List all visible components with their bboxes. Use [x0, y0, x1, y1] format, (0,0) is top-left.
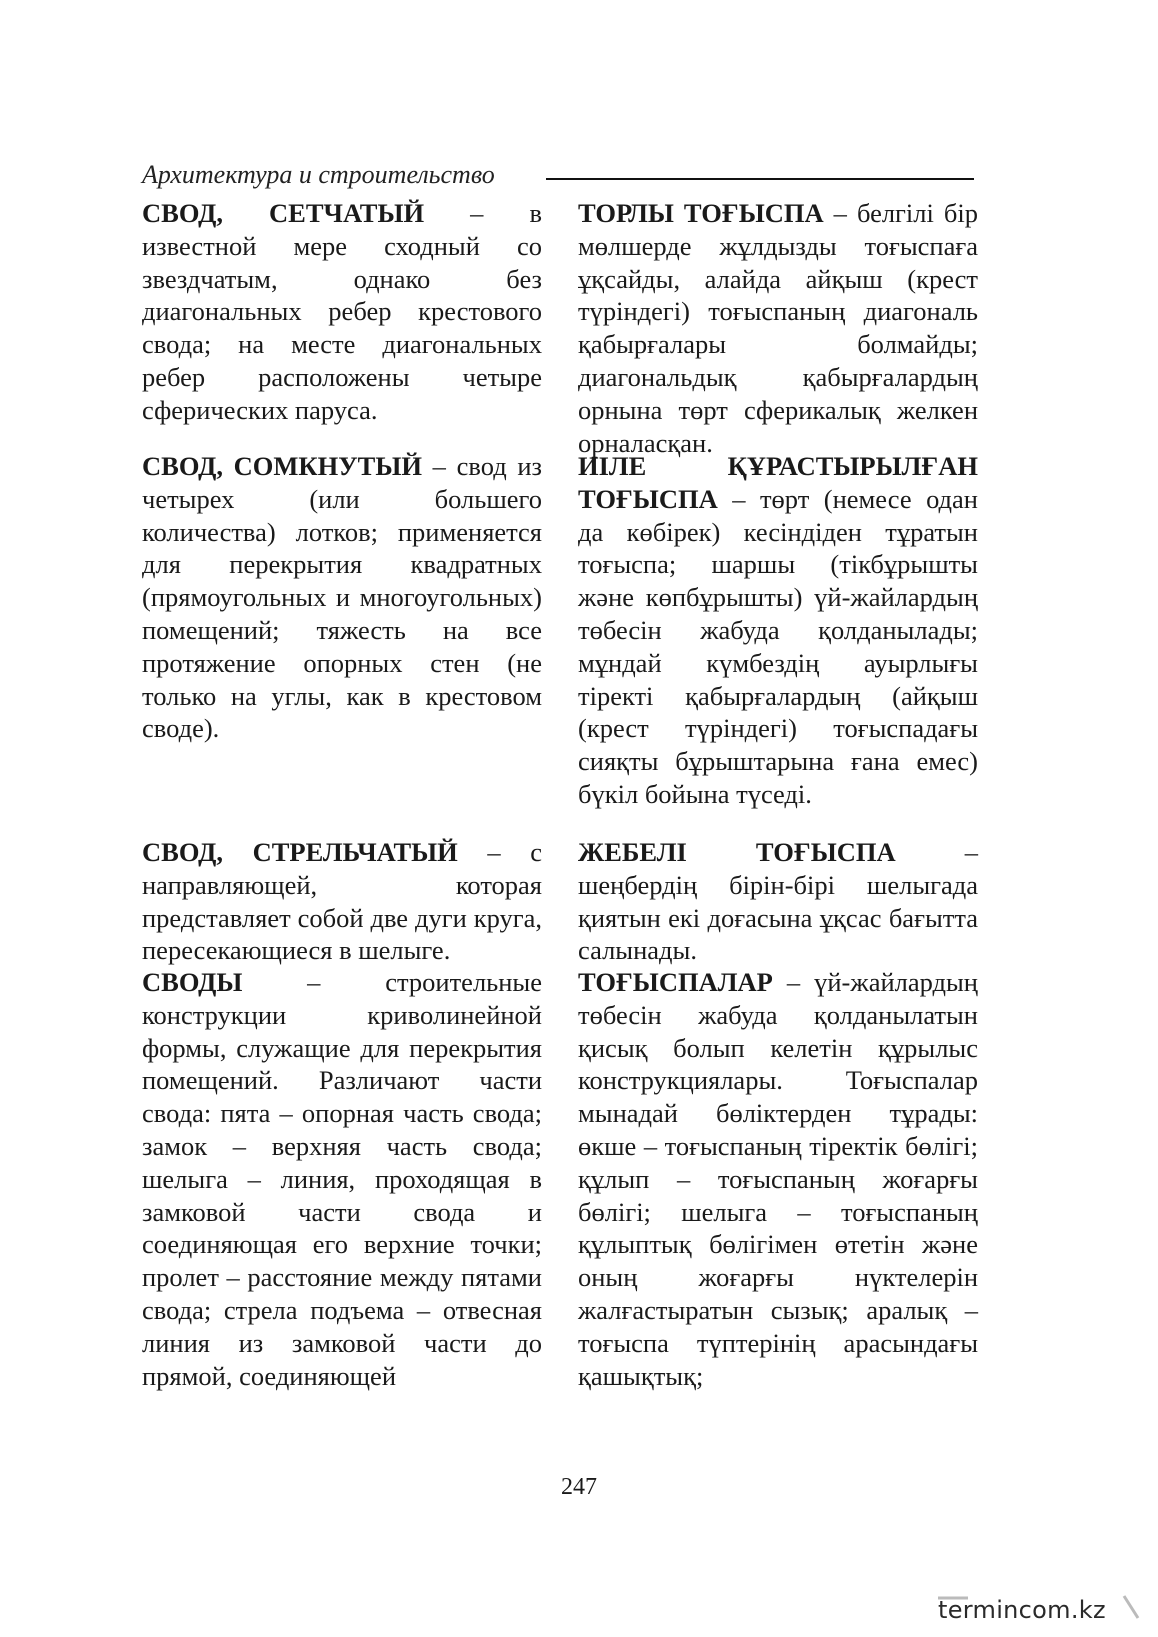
header-rule: [546, 178, 974, 180]
entry-togyspalar: [578, 966, 978, 1392]
entry-term: СВОДЫ: [142, 967, 243, 997]
entry-iile-qurastyrylgan-togyspa: [578, 450, 978, 836]
entry-definition: – белгілі бір мөлшерде жұлдызды тоғыспаға ұқсайды, алайда айқыш (крест түріндегі) тоғыспаның диагональ қабырғалары болмайды; диагональдық қабырғалардың орнына төрт сферикалық желкен орналасқан.: [578, 198, 978, 458]
entry-definition: – строительные конструкции криволинейной формы, служащие для перекрытия помещений. Различают части свода: пята – опорная часть свода; замок – верхняя часть свода; шелыга – линия, проходящая в замковой части свода и соединяющая его верхние точки; пролет – расстояние между пятами свода; стрела подъема – отвесная линия из замковой части до прямой, соединяющей: [142, 967, 542, 1391]
entry-definition: – свод из четырех (или большего количества) лотков; применяется для перекрытия квадратных (прямоугольных и многоугольных) помещений; тяжесть на все протяжение опорных стен (не только на углы, как в крестовом своде).: [142, 451, 543, 744]
entry-zhebeli-togyspa: [578, 836, 978, 966]
page-number: 247: [561, 1474, 597, 1500]
entry-term: СВОД, СОМКНУТЫЙ: [142, 451, 422, 481]
header-title: Архитектура и строительство: [142, 160, 495, 189]
entry-term: СВОД, СЕТЧАТЫЙ: [142, 198, 425, 228]
right-column: [578, 197, 978, 1392]
entry-term: ТОҒЫСПАЛАР: [578, 967, 773, 997]
entry-torly-togyspa: [578, 197, 978, 458]
entry-svod-somknutyi: [142, 450, 542, 836]
entry-term: ТОРЛЫ ТОҒЫСПА: [578, 198, 824, 228]
entry-svody: [142, 966, 542, 1392]
watermark-text: termincom.kz: [938, 1596, 1106, 1624]
left-column: [142, 197, 542, 1392]
entry-definition: – төрт (немесе одан да көбірек) кесіндіден тұратын тоғыспа; шаршы (тікбұрышты және көпбұрышты) үй-жайлардың төбесін жабуда қолданылады; мұндай күмбездің ауырлығы тіректі қабырғалардың (айқыш (крест түріндегі) тоғыспадағы сияқты бұрыштарына ғана емес) бүкіл бойына түседі.: [578, 483, 978, 809]
running-header: [142, 158, 974, 192]
entry-svod-strelchatyi: [142, 836, 542, 966]
entry-definition: – с направляющей, которая представляет собой две дуги круга, пересекающиеся в шелыге.: [142, 837, 542, 966]
entry-definition: – в известной мере сходный со звездчатым, однако без диагональных ребер крестового свода; на месте диагональных ребер расположены четыре сферических паруса.: [142, 198, 543, 425]
entry-term: СВОД, СТРЕЛЬЧАТЫЙ: [142, 837, 458, 867]
entry-term: ИІЛЕ ҚҰРАСТЫРЫЛҒАН ТОҒЫСПА: [578, 451, 978, 514]
entry-definition: – үй-жайлардың төбесін жабуда қолданылатын қисық болып келетін құрылыс конструкциялары. Тоғыспалар мынадай бөліктерден тұрады: өкше – тоғыспаның тіректік бөлігі; құлып – тоғыспаның жоғарғы бөлігі; шелыга – тоғыспаның құлыптық бөлігімен өтетін және оның жоғарғы нүктелерін жалғастыратын сызық; аралық – тоғыспа түптерінің арасындағы қашықтық;: [578, 967, 978, 1391]
entry-svod-setchatyi: [142, 197, 542, 450]
site-watermark[interactable]: [938, 1592, 1150, 1630]
entry-definition: – шеңбердің бірін-бірі шелыгада қиятын екі доғасына ұқсас бағытта салынады.: [578, 837, 978, 966]
entry-term: ЖЕБЕЛІ ТОҒЫСПА: [578, 837, 896, 867]
